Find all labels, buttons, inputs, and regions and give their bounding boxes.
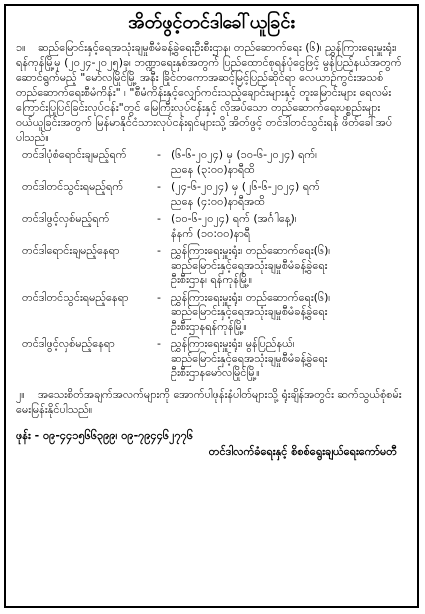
contact-phone: ဖုန်း - ၀၉-၄၄၁၅၆၆၃၉၉၊ ၀၉-၇၉၄၄၆၂၇၇၆ <box>16 428 194 442</box>
notice-title: အိတ်ဖွင့်တင်ဒါခေါ်ယူခြင်း <box>128 12 295 33</box>
note-number: ၂။ <box>16 387 25 401</box>
schedule-label: တင်ဒါတင်သွင်းရမည့်နေရာ <box>22 290 129 304</box>
note-paragraph <box>16 387 407 417</box>
schedule-label: တင်ဒါပုံစံရောင်းချမည့်ရက် <box>22 148 127 161</box>
schedule-label: တင်ဒါရောင်းချမည့်နေရာ <box>22 244 120 257</box>
schedule-dash: - <box>157 244 161 257</box>
schedule-label: တင်ဒါဖွင့်လှစ်မည့်နေရာ <box>22 337 115 350</box>
schedule-item <box>16 337 407 381</box>
intro-text: ဆည်မြောင်းနှင့်ရေအသုံးချမှုစီမံခန့်ခွဲရေးဦးစီးဌာန၊ တည်ဆောက်ရေး (၆)၊ ညွှန်ကြားရေးမှူးရုံး၊ ရန်ကုန်မြို့မှ (၂၀၂၄-၂၀၂၅)ခု၊ ဘဏ္ဍာရေးနှစ်အတွက် ပြည်ထောင်စုရန်ပုံငွေဖြင့် မွန်ပြည်နယ်အတွက် ဆောင်ရွက်မည့် "မော်လမြိုင်မြို့ အနီး ခြိုင်တကောအဆင့်မြင့်ပြည်ဆိုင်ရာ လေယာဉ်ကွင်းအသစ် တည်ဆောက်ရေးစီမံကိန်း" ၊ "စီမံကိန်းနှင့်လျှော်ကင်းသည့်ချောင်းများနှင့် တူးမြောင်းများ ရေလမ်းကြောင်းပြုပြင်ခြင်းလုပ်ငန်း"တွင် မြေကြီးလုပ်ငန်းနှင့် လိုအပ်သော တည်ဆောက်ရေးပစ္စည်းများ ဝယ်ယူခြင်းအတွက် မြန်မာနိုင်ငံသားလုပ်ငန်းရှင်များသို့ အိတ်ဖွင့် တင်ဒါတင်သွင်းရန် ဖိတ်ခေါ်အပ်ပါသည်။ <box>16 41 402 144</box>
schedule-value-line: ညွှန်ကြားရေးမှူးရုံး၊ မွန်ပြည်နယ်၊ <box>171 337 295 350</box>
schedule-item <box>16 148 407 177</box>
schedule-value-line: ဦးစီးဌာနမော်လမြိုင်မြို့။ <box>171 366 260 379</box>
schedule-value-line: ညနေ (၃:၀၀)နာရီထိ <box>171 162 255 176</box>
schedule-dash: - <box>157 180 161 193</box>
schedule-value-line: နံနက် (၁၀:၀၀)နာရီ <box>171 226 251 240</box>
schedule-value-line: ဆည်မြောင်းနှင့်ရေအသုံးချမှုစီမံခန့်ခွဲရေး <box>171 258 328 272</box>
schedule-list <box>16 148 407 381</box>
schedule-value-line: ညွှန်ကြားရေးမှူးရုံး၊ တည်ဆောက်ရေး(၆)၊ <box>171 244 331 257</box>
schedule-value-line: (၂၄-၆-၂၀၂၄) မှ (၂၆-၆-၂၀၂၄) ရက် <box>171 180 320 193</box>
schedule-dash: - <box>157 148 161 161</box>
schedule-label: တင်ဒါတင်သွင်းရမည့်ရက် <box>22 180 124 193</box>
schedule-dash: - <box>157 290 161 304</box>
schedule-item <box>16 244 407 288</box>
schedule-value <box>171 148 407 177</box>
schedule-value-line: (၁၀-၆-၂၀၂၄) ရက် (အင်္ဂါနေ့)၊ <box>171 212 297 225</box>
schedule-item <box>16 291 407 335</box>
schedule-value <box>171 180 407 209</box>
committee-name: တင်ဒါလက်ခံရေးနှင့် စိစစ်ရွေးချယ်ရေးကော်မတီ <box>208 444 397 458</box>
schedule-value-line: ညနေ (၄:၀၀)နာရီအထိ <box>171 194 265 208</box>
schedule-dash: - <box>157 337 161 350</box>
schedule-value <box>171 244 407 288</box>
footer <box>16 428 407 460</box>
note-text: အသေးစိတ်အချက်အလက်များကို အောက်ပါဖုန်းနံပါတ်များသို့ ရုံးချိန်အတွင်း ဆက်သွယ်စုံစမ်း မေးမြန်းနိုင်ပါသည်။ <box>16 387 402 416</box>
schedule-value-line: (၆-၆-၂၀၂၄) မှ (၁၀-၆-၂၀၂၄) ရက်၊ <box>171 148 317 161</box>
schedule-label: တင်ဒါဖွင့်လှစ်မည့်ရက် <box>22 212 110 225</box>
tender-notice <box>4 4 419 608</box>
schedule-value-line: ဦးစီးဌာန၊ ရန်ကုန်မြို့။ <box>171 273 253 286</box>
schedule-dash: - <box>157 212 161 225</box>
schedule-value-line: ဦးစီးဌာနရန်ကုန်မြို့။ <box>171 319 247 333</box>
schedule-value <box>171 337 407 381</box>
schedule-item <box>16 212 407 241</box>
schedule-value <box>171 212 407 241</box>
intro-number: ၁။ <box>16 41 26 54</box>
schedule-value-line: ဆည်မြောင်းနှင့်ရေအသုံးချမှုစီမံခန့်ခွဲရေး <box>171 351 328 365</box>
schedule-value-line: ညွှန်ကြားရေးမှူးရုံး၊ တည်ဆောက်ရေး(၆)၊ <box>171 290 331 304</box>
schedule-item <box>16 180 407 209</box>
schedule-value <box>171 291 407 335</box>
schedule-value-line: ဆည်မြောင်းနှင့်ရေအသုံးချမှုစီမံခန့်ခွဲရေး <box>171 305 328 318</box>
intro-paragraph <box>16 40 407 145</box>
